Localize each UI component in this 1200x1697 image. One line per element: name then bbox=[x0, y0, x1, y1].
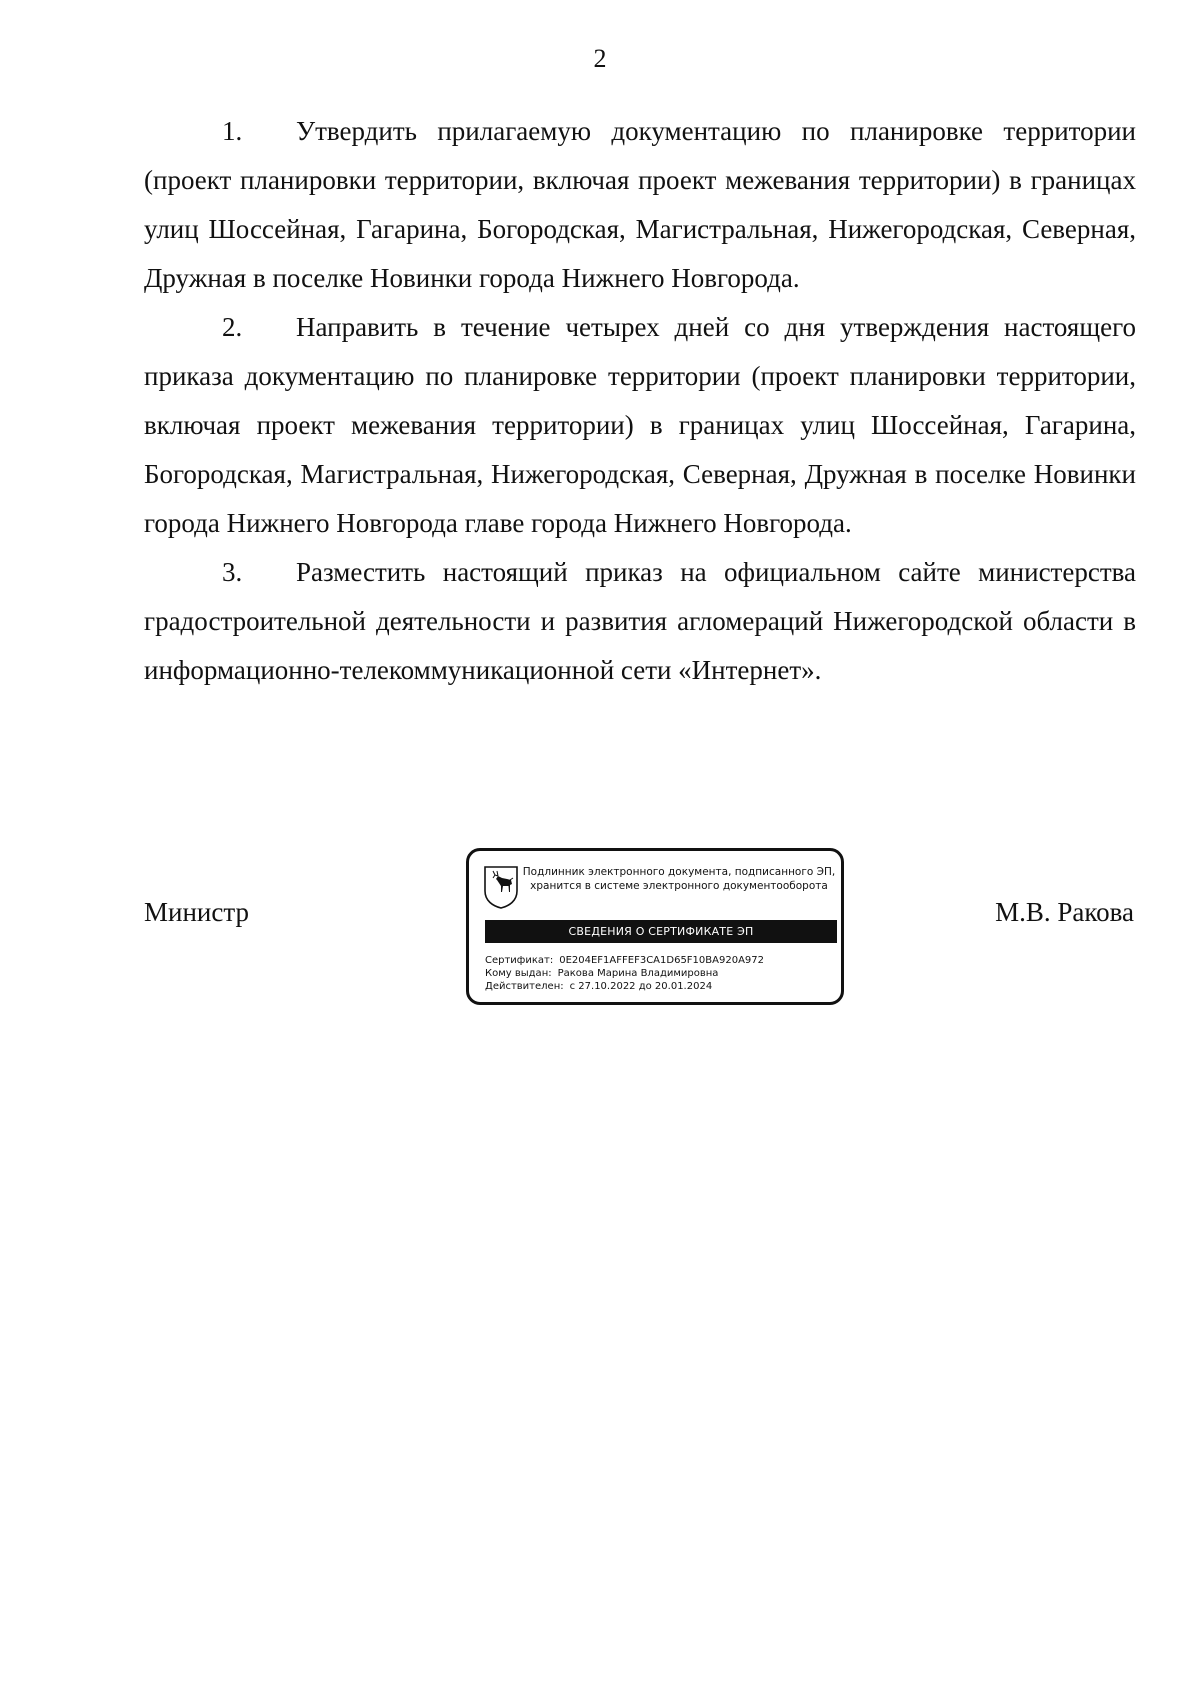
issued-to-value: Ракова Марина Владимировна bbox=[557, 968, 719, 979]
certificate-info-band: СВЕДЕНИЯ О СЕРТИФИКАТЕ ЭП bbox=[485, 920, 837, 943]
paragraph-text: Утвердить прилагаемую документацию по планировке территории (проект планировки территории, включая проект межевания территории) в границах улиц Шоссейная, Гагарина, Богородская, Магистральная, Нижегородская, Северная, Дружная в поселке Новинки города Нижнего Новгорода. bbox=[144, 116, 1136, 293]
paragraph-number: 1. bbox=[222, 116, 243, 146]
paragraph-number: 3. bbox=[222, 557, 243, 587]
paragraph-number: 2. bbox=[222, 312, 243, 342]
electronic-signature-stamp bbox=[466, 848, 844, 1005]
paragraph-text: Разместить настоящий приказ на официальном сайте министерства градостроительной деятельности и развития агломераций Нижегородской области в информационно-телекоммуникационной сети «Интернет». bbox=[144, 557, 1136, 685]
stamp-heading-line: хранится в системе электронного документооборота bbox=[530, 880, 828, 892]
certificate-label: Сертификат: bbox=[485, 955, 554, 966]
certificate-row bbox=[485, 954, 837, 967]
page-number: 2 bbox=[593, 44, 607, 73]
certificate-value: 0E204EF1AFFEF3CA1D65F10BA920A972 bbox=[559, 955, 764, 966]
issued-to-row bbox=[485, 967, 837, 980]
nizhny-novgorod-deer-emblem-icon bbox=[483, 865, 519, 909]
paragraph-3 bbox=[144, 548, 1136, 695]
valid-row bbox=[485, 980, 837, 993]
valid-value: с 27.10.2022 до 20.01.2024 bbox=[569, 981, 713, 992]
signatory-name: М.В. Ракова bbox=[995, 897, 1134, 927]
paragraph-2 bbox=[144, 303, 1136, 548]
stamp-heading bbox=[521, 865, 837, 893]
paragraph-text: Направить в течение четырех дней со дня утверждения настоящего приказа документацию по планировке территории (проект планировки территории, включая проект межевания территории) в границах улиц Шоссейная, Гагарина, Богородская, Магистральная, Нижегородская, Северная, Дружная в поселке Новинки города Нижнего Новгорода главе города Нижнего Новгорода. bbox=[144, 312, 1136, 538]
stamp-heading-line: Подлинник электронного документа, подписанного ЭП, bbox=[522, 866, 836, 878]
signatory-position: Министр bbox=[144, 897, 249, 927]
issued-to-label: Кому выдан: bbox=[485, 968, 552, 979]
valid-label: Действителен: bbox=[485, 981, 564, 992]
paragraph-1 bbox=[144, 107, 1136, 303]
document-body bbox=[144, 107, 1136, 695]
certificate-details bbox=[485, 954, 837, 993]
